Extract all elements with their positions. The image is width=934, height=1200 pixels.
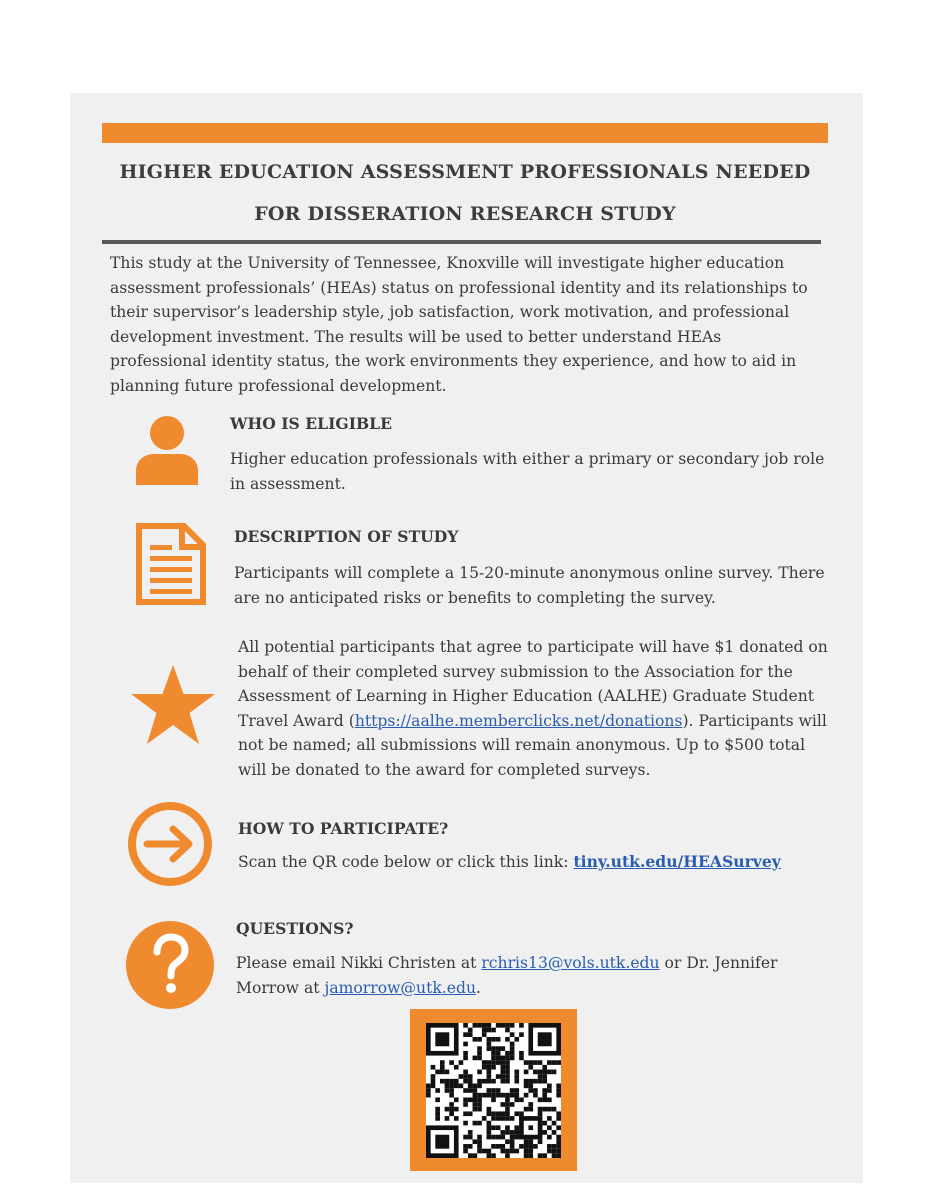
description-heading: DESCRIPTION OF STUDY — [234, 527, 459, 546]
questions-text — [236, 951, 796, 1000]
participate-text — [238, 850, 838, 875]
qr-code-frame — [410, 1009, 577, 1171]
flyer-card — [70, 93, 863, 1183]
donation-text-after: ). Participants will not be named; all submissions will remain anonymous. Up to $500 total will be donated to the award for completed surveys. — [238, 711, 827, 779]
title-divider — [102, 240, 821, 244]
title-line-1: HIGHER EDUCATION ASSESSMENT PROFESSIONALS NEEDED — [119, 161, 811, 183]
participate-heading: HOW TO PARTICIPATE? — [238, 819, 449, 838]
document-icon — [136, 523, 206, 605]
intro-paragraph: This study at the University of Tennessee, Knoxville will investigate higher education assessment professionals’ (HEAs) status on professional identity and its relationships to their supervisor’s leadership style, job satisfaction, work motivation, and professional development investment. The results will be used to better understand HEAs professional identity status, the work environments they experience, and how to aid in planning future professional development. — [110, 254, 808, 395]
donations-link[interactable]: https://aalhe.memberclicks.net/donations — [354, 711, 683, 730]
questions-heading: QUESTIONS? — [236, 919, 354, 938]
email-link-morrow[interactable]: jamorrow@utk.edu — [324, 978, 476, 997]
title-line-2: FOR DISSERATION RESEARCH STUDY — [254, 203, 676, 225]
questions-text-before: Please email Nikki Christen at — [236, 954, 482, 972]
person-icon — [132, 413, 202, 487]
flyer-title — [90, 151, 840, 235]
description-text: Participants will complete a 15-20-minute anonymous online survey. There are no anticipated risks or benefits to completing the survey. — [234, 564, 825, 607]
questions-text-middle: or Dr. Jennifer Morrow at — [236, 954, 778, 997]
donation-text-before: All potential participants that agree to participate will have $1 donated on behalf of their completed survey submission to the Association for the Assessment of Learning in Higher Education (AALHE) Graduate Student Travel Award ( — [238, 638, 828, 730]
question-mark-icon — [125, 920, 215, 1010]
participate-text-before: Scan the QR code below or click this link: — [238, 853, 574, 871]
top-accent-bar — [102, 123, 828, 143]
donation-text — [238, 635, 828, 782]
eligible-text: Higher education professionals with either a primary or secondary job role in assessment. — [230, 450, 825, 493]
arrow-right-circle-icon — [125, 799, 215, 889]
qr-code[interactable] — [426, 1023, 561, 1158]
questions-text-after: . — [476, 978, 481, 997]
survey-link[interactable]: tiny.utk.edu/HEASurvey — [573, 852, 781, 871]
eligible-heading: WHO IS ELIGIBLE — [230, 414, 393, 433]
email-link-christen[interactable]: rchris13@vols.utk.edu — [481, 954, 660, 972]
star-icon — [128, 661, 218, 751]
